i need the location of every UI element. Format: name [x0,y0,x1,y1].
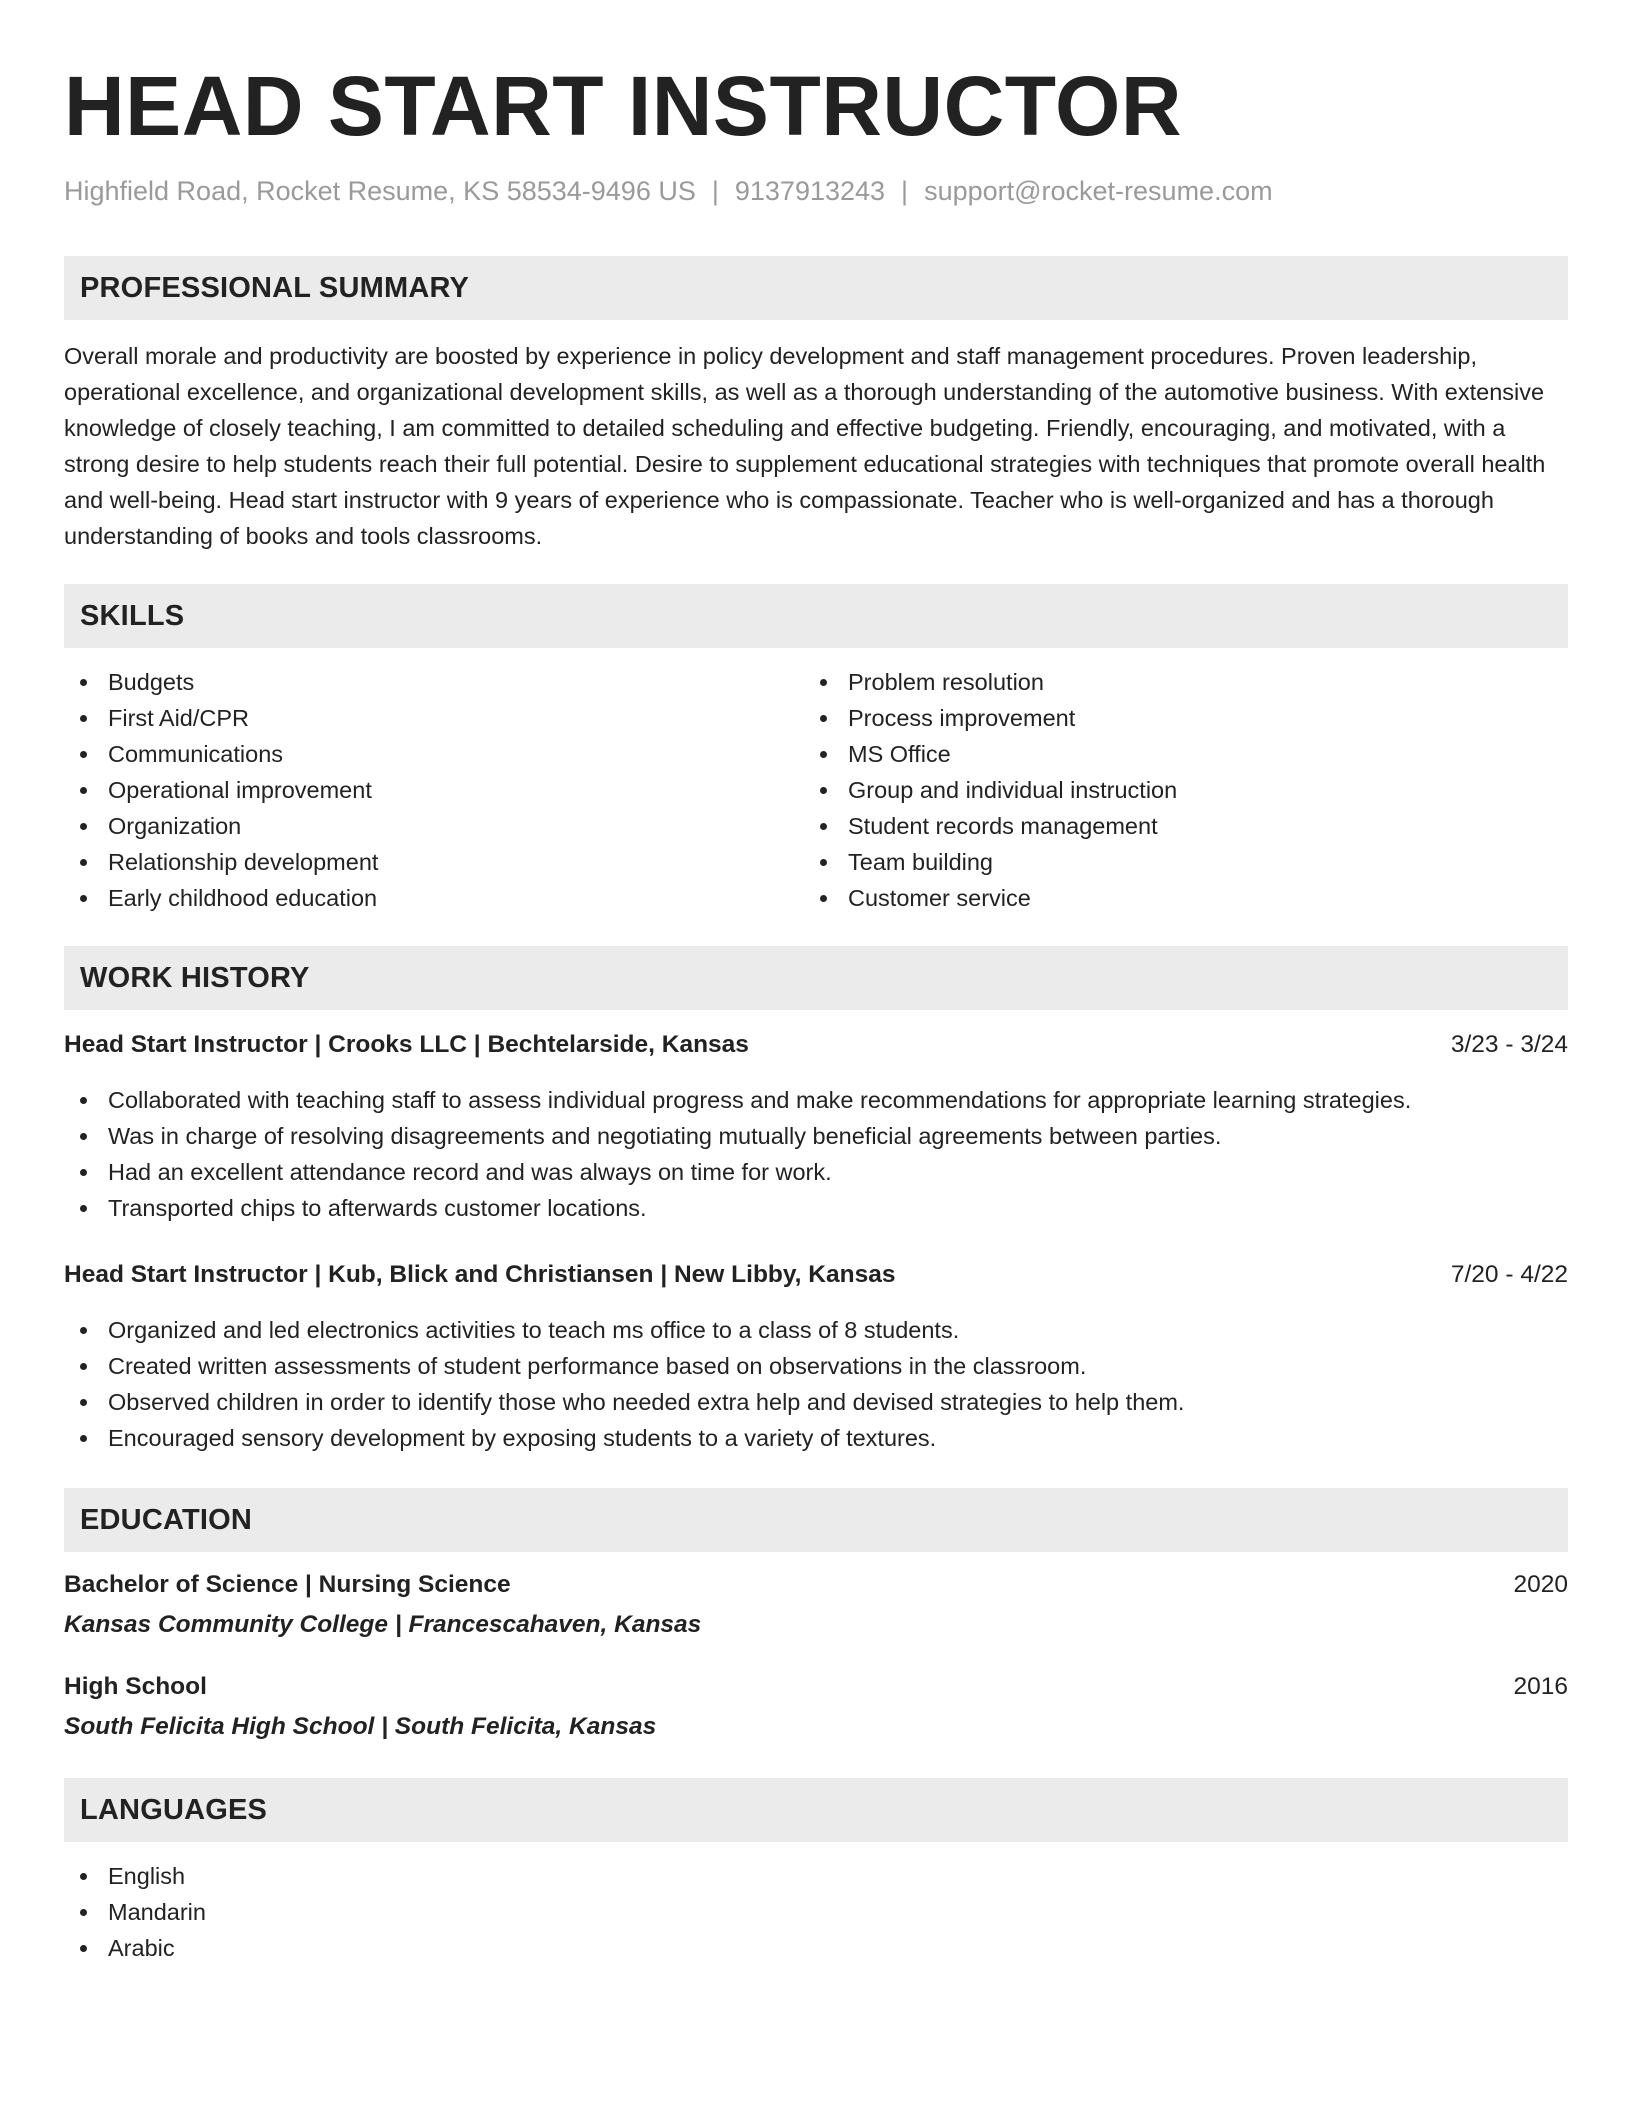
language-item: English [64,1858,1568,1894]
section-header-summary: PROFESSIONAL SUMMARY [64,256,1568,320]
section-header-languages: LANGUAGES [64,1778,1568,1842]
job-bullet: Had an excellent attendance record and was always on time for work. [64,1154,1568,1190]
job-header [64,1258,1568,1292]
job-entry [64,1028,1568,1226]
skill-item: Team building [804,844,1544,880]
job-bullet: Organized and led electronics activities to teach ms office to a class of 8 students. [64,1312,1568,1348]
job-bullet: Was in charge of resolving disagreements and negotiating mutually beneficial agreements between parties. [64,1118,1568,1154]
job-bullet: Encouraged sensory development by exposing students to a variety of textures. [64,1420,1568,1456]
resume-name: HEAD START INSTRUCTOR [64,59,1183,153]
job-bullets [64,1312,1568,1456]
skill-item: Process improvement [804,700,1544,736]
job-bullet: Collaborated with teaching staff to assess individual progress and make recommendations for appropriate learning strategies. [64,1082,1568,1118]
skill-item: Student records management [804,808,1544,844]
education-entry [64,1670,1568,1744]
skill-item: Relationship development [64,844,804,880]
summary-text: Overall morale and productivity are boosted by experience in policy development and staff management procedures. Proven leadership, operational excellence, and organizational development skills, as well as a thorough understanding of the automotive business. With extensive knowledge of closely teaching, I am committed to detailed scheduling and effective budgeting. Friendly, encouraging, and motivated, with a strong desire to help students reach their full potential. Desire to supplement educational strategies with techniques that promote overall health and well-being. Head start instructor with 9 years of experience who is compassionate. Teacher who is well-organized and has a thorough understanding of books and tools classrooms. [64,343,1546,549]
skill-item: Organization [64,808,804,844]
contact-separator: | [711,176,719,206]
job-header [64,1028,1568,1062]
job-bullet: Created written assessments of student performance based on observations in the classroom. [64,1348,1568,1384]
job-bullet: Transported chips to afterwards customer locations. [64,1190,1568,1226]
section-header-work-history: WORK HISTORY [64,946,1568,1010]
skill-item: Group and individual instruction [804,772,1544,808]
education-school: South Felicita High School | South Felicita, Kansas [64,1713,657,1740]
contact-address: Highfield Road, Rocket Resume, KS 58534-9496 US [64,176,696,206]
job-bullets [64,1082,1568,1226]
skill-item: Operational improvement [64,772,804,808]
education-entry [64,1568,1568,1642]
language-item: Arabic [64,1930,1568,1966]
section-header-education: EDUCATION [64,1488,1568,1552]
skill-item: Communications [64,736,804,772]
skill-item: First Aid/CPR [64,700,804,736]
language-item: Mandarin [64,1894,1568,1930]
job-title: Head Start Instructor | Crooks LLC | Bechtelarside, Kansas [64,1031,749,1058]
education-year: 2020 [1513,1571,1568,1598]
education-year: 2016 [1513,1673,1568,1700]
job-entry [64,1258,1568,1456]
education-degree: High School [64,1673,207,1700]
education-header [64,1568,1568,1602]
skills-grid [64,664,1568,916]
job-dates: 3/23 - 3/24 [1450,1031,1568,1058]
skill-item: Customer service [804,880,1544,916]
contact-separator: | [901,176,909,206]
skill-item: Problem resolution [804,664,1544,700]
job-dates: 7/20 - 4/22 [1450,1261,1568,1288]
section-header-skills: SKILLS [64,584,1568,648]
skills-column-left [64,664,804,916]
skill-item: MS Office [804,736,1544,772]
job-bullet: Observed children in order to identify those who needed extra help and devised strategies to help them. [64,1384,1568,1420]
contact-phone: 9137913243 [734,176,886,206]
education-degree: Bachelor of Science | Nursing Science [64,1571,511,1598]
education-school: Kansas Community College | Francescahaven, Kansas [64,1611,702,1638]
contact-line [64,174,1568,208]
skill-item: Early childhood education [64,880,804,916]
job-title: Head Start Instructor | Kub, Blick and Christiansen | New Libby, Kansas [64,1261,896,1288]
skills-column-right [804,664,1544,916]
education-header [64,1670,1568,1704]
languages-list [64,1858,1568,1966]
skill-item: Budgets [64,664,804,700]
contact-email: support@rocket-resume.com [924,176,1273,206]
